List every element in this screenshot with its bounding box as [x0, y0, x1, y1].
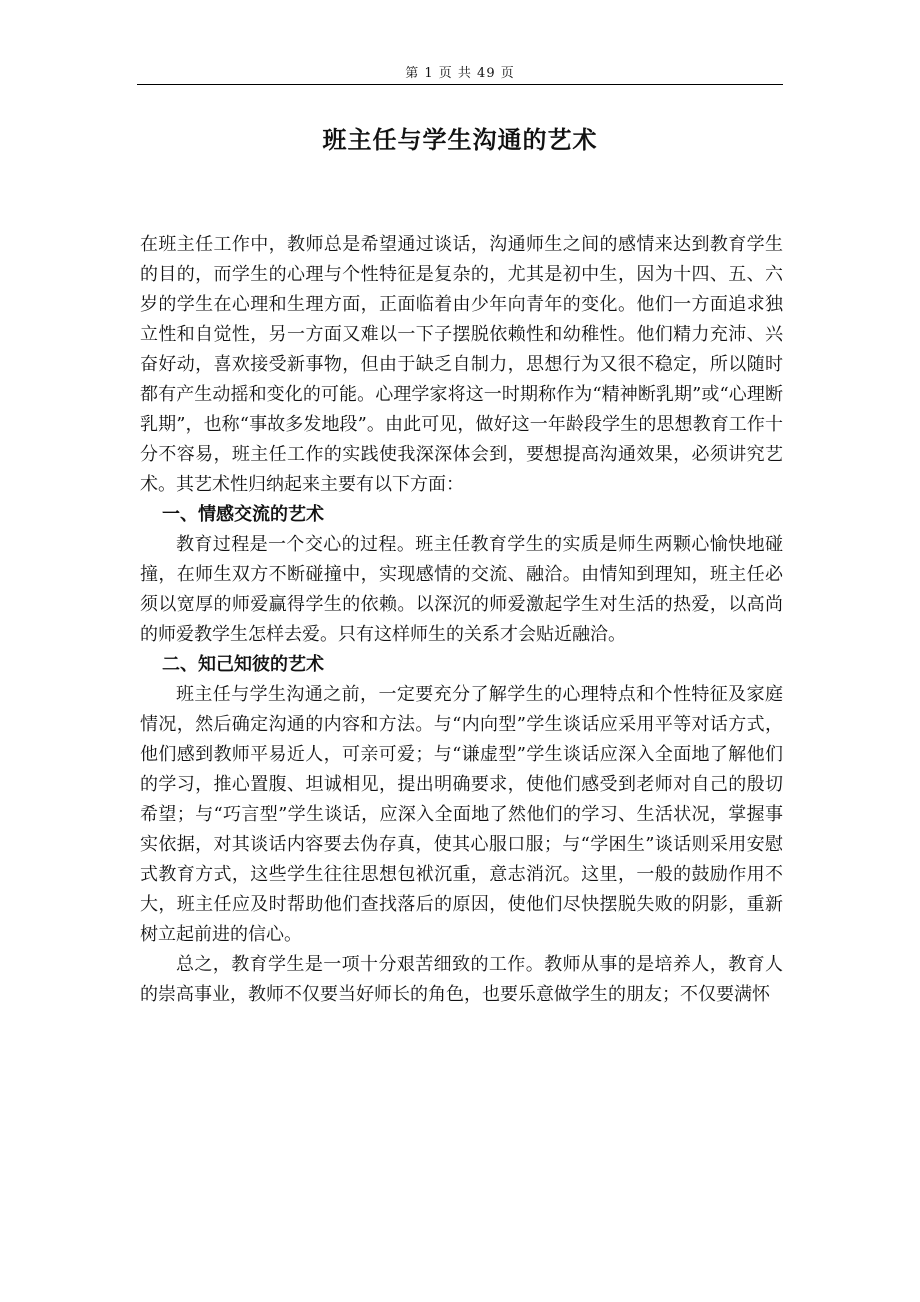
section-heading-know-yourself: 二、知己知彼的艺术 [162, 654, 324, 675]
document-title: 班主任与学生沟通的艺术 [322, 125, 598, 154]
intro-paragraph: 在班主任工作中，教师总是希望通过谈话，沟通师生之间的感情来达到教育学生的目的，而学生的心理与个性特征是复杂的，尤其是初中生，因为十四、五、六岁的学生在心理和生理方面，正面临着由少年向青年的变化。他们一方面追求独立性和自觉性，另一方面又难以一下子摆脱依赖性和幼稚性。他们精力充沛、兴奋好动，喜欢接受新事物，但由于缺乏自制力，思想行为又很不稳定，所以随时都有产生动摇和变化的可能。心理学家将这一时期称作为“精神断乳期”或“心理断乳期”，也称“事故多发地段”。由此可见，做好这一年龄段学生的思想教育工作十分不容易，班主任工作的实践使我深深体会到，要想提高沟通效果，必须讲究艺术。其艺术性归纳起来主要有以下方面： [140, 234, 783, 495]
document-body [140, 230, 783, 1010]
section-heading-emotional-exchange: 一、情感交流的艺术 [162, 504, 324, 525]
section-paragraph-know-yourself: 班主任与学生沟通之前，一定要充分了解学生的心理特点和个性特征及家庭情况，然后确定沟通的内容和方法。与“内向型”学生谈话应采用平等对话方式，他们感到教师平易近人，可亲可爱；与“谦虚型”学生谈话应深入全面地了解他们的学习，推心置腹、坦诚相见，提出明确要求，使他们感受到老师对自己的殷切希望；与“巧言型”学生谈话，应深入全面地了然他们的学习、生活状况，掌握事实依据，对其谈话内容要去伪存真，使其心服口服；与“学困生”谈话则采用安慰式教育方式，这些学生往往思想包袱沉重，意志消沉。这里，一般的鼓励作用不大，班主任应及时帮助他们查找落后的原因，使他们尽快摆脱失败的阴影，重新树立起前进的信心。 [140, 684, 783, 945]
header-divider [137, 84, 783, 85]
conclusion-paragraph: 总之，教育学生是一项十分艰苦细致的工作。教师从事的是培养人，教育人的崇高事业，教师不仅要当好师长的角色，也要乐意做学生的朋友；不仅要满怀 [140, 954, 783, 1005]
page-header: 第 1 页 共 49 页 [405, 66, 515, 81]
section-paragraph-emotional-exchange: 教育过程是一个交心的过程。班主任教育学生的实质是师生两颗心愉快地碰撞，在师生双方不断碰撞中，实现感情的交流、融洽。由情知到理知，班主任必须以宽厚的师爱赢得学生的依赖。以深沉的师爱激起学生对生活的热爱，以高尚的师爱教学生怎样去爱。只有这样师生的关系才会贴近融洽。 [140, 534, 783, 645]
